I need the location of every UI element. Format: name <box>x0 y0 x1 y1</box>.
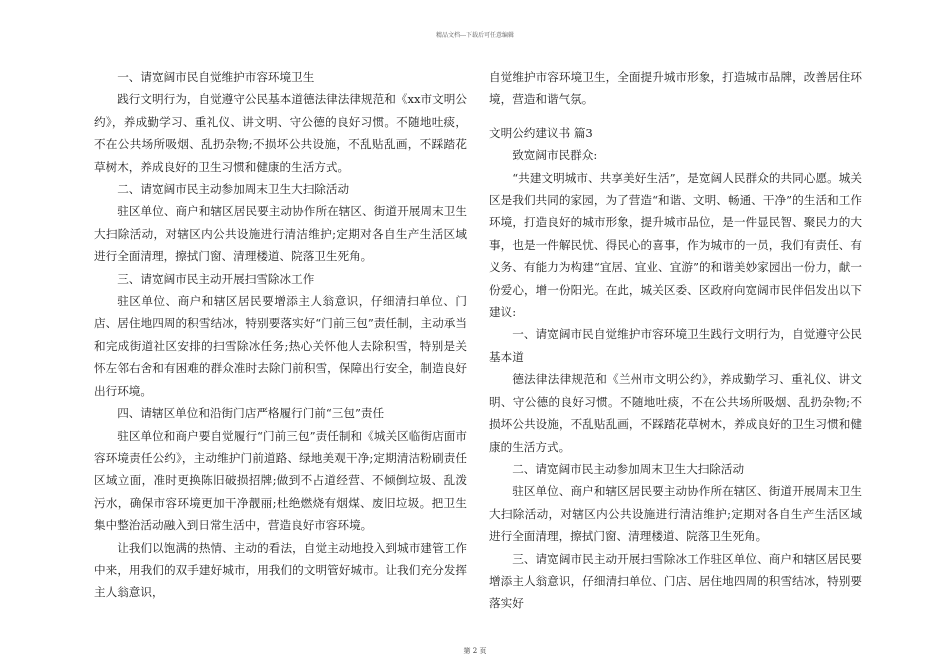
paragraph-continuation: 自觉维护市容环境卫生，全面提升城市形象，打造城市品牌，改善居住环境，营造和谐气氛。 <box>489 70 862 107</box>
paragraph: 驻区单位、商户和辖区居民要主动协作所在辖区、街道开展周末卫生大扫除活动，对辖区内公共设施进行清洁维护;定期对各自生产生活区域进行全面清理，擦拭门窗、清理楼道、院落卫生死角。 <box>94 204 467 264</box>
salutation: 致宽阔市民群众: <box>512 148 598 163</box>
section-heading: 二、请宽阔市民主动参加周末卫生大扫除活动 <box>117 182 350 197</box>
paragraph: 践行文明行为，自觉遵守公民基本道德法律法律规范和《xx市文明公约》，养成勤学习、重礼仪、讲文明、守公德的良好习惯。不随地吐痰，不在公共场所吸烟、乱扔杂物;不损坏公共设施，不乱贴乱画，不踩踏花草树木，养成良好的卫生习惯和健康的生活方式。 <box>94 92 467 174</box>
right-column <box>489 66 862 615</box>
paragraph: 三、请宽阔市民主动开展扫雪除冰工作驻区单位、商户和辖区居民要增添主人翁意识，仔细清扫单位、门店、居住地四周的积雪结冰，特别要落实好 <box>489 551 862 611</box>
paragraph: 驻区单位、商户和辖区居民要增添主人翁意识，仔细清扫单位、门店、居住地四周的积雪结冰，特别要落实好“门前三包”责任制，主动承当和完成街道社区安排的扫雪除冰任务;热心关怀他人去除积雪，特别是关怀左邻右舍和有困难的群众准时去除门前积雪，保障出行安全，制造良好出行环境。 <box>94 294 467 398</box>
paragraph: 驻区单位、商户和辖区居民要主动协作所在辖区、街道开展周末卫生大扫除活动，对辖区内公共设施进行清洁维护;定期对各自生产生活区域进行全面清理，擦拭门窗、清理楼道、院落卫生死角。 <box>489 484 862 544</box>
section-heading: 四、请辖区单位和沿街门店严格履行门前“三包”责任 <box>117 406 385 421</box>
page-header: 精品文档---下载后可任意编辑 <box>435 32 515 39</box>
paragraph: 驻区单位和商户要自觉履行“门前三包”责任制和《城关区临街店面市容环境责任公约》，主动维护门前道路、绿地美观干净;定期清洁粉刷责任区域立面，准时更换陈旧破损招牌;做到不占道经营、不倾倒垃圾、乱泼污水，确保市容环境更加干净靓丽;杜绝燃烧有烟煤、废旧垃圾。把卫生集中整治活动融入到日常生活中，营造良好市容环境。 <box>94 428 467 533</box>
paragraph: “共建文明城市、共享美好生活”，是宽阔人民群众的共同心愿。城关区是我们共同的家园，为了营造“和谐、文明、畅通、干净”的生活和工作环境，打造良好的城市形象，提升城市品位，是一件显民智、聚民力的大事，也是一件解民忧、得民心的喜事，作为城市的一员，我们有责任、有义务、有能力为构建“宜居、宜业、宜游”的和谐美妙家园出一份力，献一份爱心，增一份阳光。在此，城关区委、区政府向宽阔市民伴侣发出以下建议: <box>489 170 862 320</box>
document-title: 文明公约建议书 篇3 <box>489 125 593 140</box>
left-column <box>94 66 467 604</box>
paragraph: 德法律法律规范和《兰州市文明公约》，养成勤学习、重礼仪、讲文明、守公德的良好习惯。不随地吐痰，不在公共场所吸烟、乱扔杂物;不损坏公共设施，不乱贴乱画，不踩踏花草树木，养成良好的卫生习惯和健康的生活方式。 <box>489 372 862 454</box>
section-heading: 二、请宽阔市民主动参加周末卫生大扫除活动 <box>512 461 745 476</box>
paragraph: 让我们以饱满的热情、主动的看法，自觉主动地投入到城市建管工作中来，用我们的双手建好城市，用我们的文明管好城市。让我们充分发挥主人翁意识， <box>94 540 467 600</box>
page-number: 第 2 页 <box>463 647 487 655</box>
section-heading: 一、请宽阔市民自觉维护市容环境卫生践行文明行为，自觉遵守公民基本道 <box>489 327 862 364</box>
section-heading: 三、请宽阔市民主动开展扫雪除冰工作 <box>117 271 315 286</box>
section-heading: 一、请宽阔市民自觉维护市容环境卫生 <box>117 70 315 84</box>
